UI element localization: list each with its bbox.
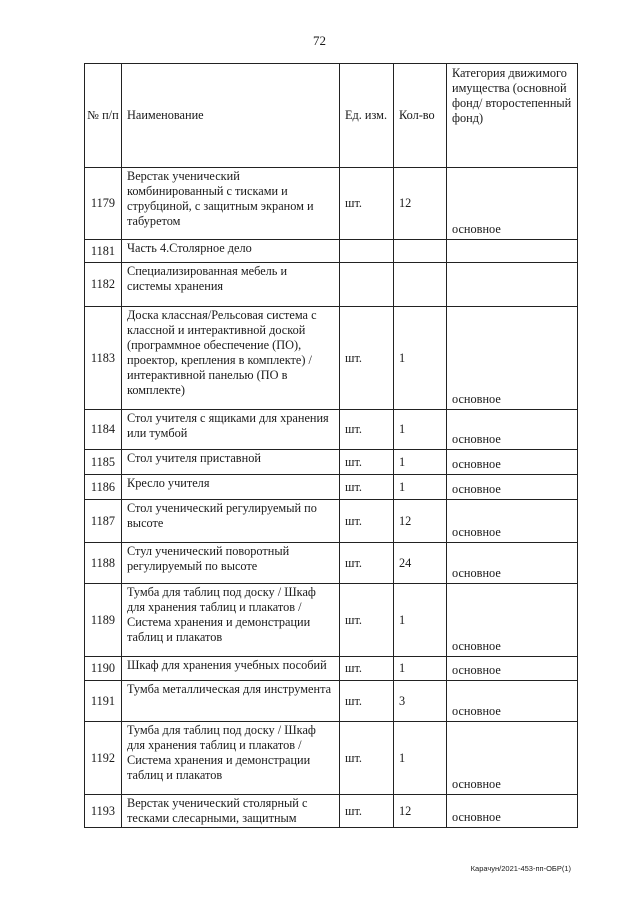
row-qty	[394, 240, 447, 263]
row-num: 1184	[85, 410, 122, 450]
row-qty: 1	[394, 307, 447, 410]
row-num: 1183	[85, 307, 122, 410]
row-category: основное	[447, 410, 578, 450]
row-qty: 24	[394, 543, 447, 584]
row-unit: шт.	[340, 410, 394, 450]
items-table	[84, 63, 578, 828]
row-unit: шт.	[340, 584, 394, 657]
row-category: основное	[447, 168, 578, 240]
row-category: основное	[447, 543, 578, 584]
header-name: Наименование	[122, 64, 340, 168]
row-name: Кресло учителя	[122, 475, 340, 500]
table-row	[85, 410, 578, 450]
row-unit: шт.	[340, 450, 394, 475]
table-row	[85, 722, 578, 795]
row-category: основное	[447, 584, 578, 657]
row-qty: 12	[394, 168, 447, 240]
row-unit: шт.	[340, 307, 394, 410]
row-unit: шт.	[340, 795, 394, 828]
row-name: Верстак ученический столярный с тесками слесарными, защитным	[122, 795, 340, 828]
header-category: Категория движимого имущества (основной фонд/ второстепенный фонд)	[447, 64, 578, 168]
row-num: 1190	[85, 657, 122, 681]
row-name: Стул ученический поворотный регулируемый по высоте	[122, 543, 340, 584]
row-name: Специализированная мебель и системы хранения	[122, 263, 340, 307]
row-category: основное	[447, 450, 578, 475]
row-name: Верстак ученический комбинированный с тисками и струбциной, с защитным экраном и табуретом	[122, 168, 340, 240]
row-unit	[340, 263, 394, 307]
row-qty: 1	[394, 722, 447, 795]
table-row	[85, 500, 578, 543]
row-num: 1185	[85, 450, 122, 475]
row-name: Стол учителя с ящиками для хранения или тумбой	[122, 410, 340, 450]
row-category	[447, 240, 578, 263]
header-unit: Ед. изм.	[340, 64, 394, 168]
row-num: 1193	[85, 795, 122, 828]
row-qty: 1	[394, 584, 447, 657]
row-category: основное	[447, 681, 578, 722]
row-category: основное	[447, 795, 578, 828]
row-unit: шт.	[340, 543, 394, 584]
row-qty: 1	[394, 475, 447, 500]
row-name: Тумба для таблиц под доску / Шкаф для хранения таблиц и плакатов / Система хранения и демонстрации таблиц и плакатов	[122, 722, 340, 795]
row-name: Часть 4.Столярное дело	[122, 240, 340, 263]
row-name: Стол учителя приставной	[122, 450, 340, 475]
row-category: основное	[447, 722, 578, 795]
row-name: Тумба металлическая для инструмента	[122, 681, 340, 722]
row-num: 1179	[85, 168, 122, 240]
table-row	[85, 263, 578, 307]
row-num: 1181	[85, 240, 122, 263]
row-num: 1182	[85, 263, 122, 307]
row-name: Шкаф для хранения учебных пособий	[122, 657, 340, 681]
row-unit: шт.	[340, 168, 394, 240]
row-unit: шт.	[340, 681, 394, 722]
row-unit	[340, 240, 394, 263]
table-header-row	[85, 64, 578, 168]
row-qty: 12	[394, 795, 447, 828]
row-qty: 3	[394, 681, 447, 722]
row-name: Стол ученический регулируемый по высоте	[122, 500, 340, 543]
table-row	[85, 543, 578, 584]
row-category: основное	[447, 475, 578, 500]
row-num: 1188	[85, 543, 122, 584]
header-qty: Кол-во	[394, 64, 447, 168]
row-qty: 1	[394, 657, 447, 681]
row-category: основное	[447, 307, 578, 410]
table-row	[85, 307, 578, 410]
row-num: 1187	[85, 500, 122, 543]
row-qty: 1	[394, 450, 447, 475]
table-row	[85, 584, 578, 657]
row-category: основное	[447, 657, 578, 681]
document-footer-id: Карачун/2021-453-пп-ОБР(1)	[470, 864, 571, 873]
row-unit: шт.	[340, 722, 394, 795]
row-qty	[394, 263, 447, 307]
row-num: 1186	[85, 475, 122, 500]
row-unit: шт.	[340, 500, 394, 543]
page-number: 72	[313, 33, 326, 48]
table-row	[85, 795, 578, 828]
row-unit: шт.	[340, 475, 394, 500]
table-row	[85, 657, 578, 681]
row-name: Доска классная/Рельсовая система с классной и интерактивной доской (программное обеспечение (ПО), проектор, крепления в комплекте) / интерактивной панелью (ПО в комплекте)	[122, 307, 340, 410]
row-category: основное	[447, 500, 578, 543]
row-qty: 12	[394, 500, 447, 543]
row-unit: шт.	[340, 657, 394, 681]
table-row	[85, 240, 578, 263]
row-name: Тумба для таблиц под доску / Шкаф для хранения таблиц и плакатов / Система хранения и демонстрации таблиц и плакатов	[122, 584, 340, 657]
table-row	[85, 168, 578, 240]
row-qty: 1	[394, 410, 447, 450]
table-row	[85, 450, 578, 475]
row-num: 1191	[85, 681, 122, 722]
table-row	[85, 475, 578, 500]
row-category	[447, 263, 578, 307]
table-row	[85, 681, 578, 722]
row-num: 1192	[85, 722, 122, 795]
row-num: 1189	[85, 584, 122, 657]
header-num: № п/п	[85, 64, 122, 168]
